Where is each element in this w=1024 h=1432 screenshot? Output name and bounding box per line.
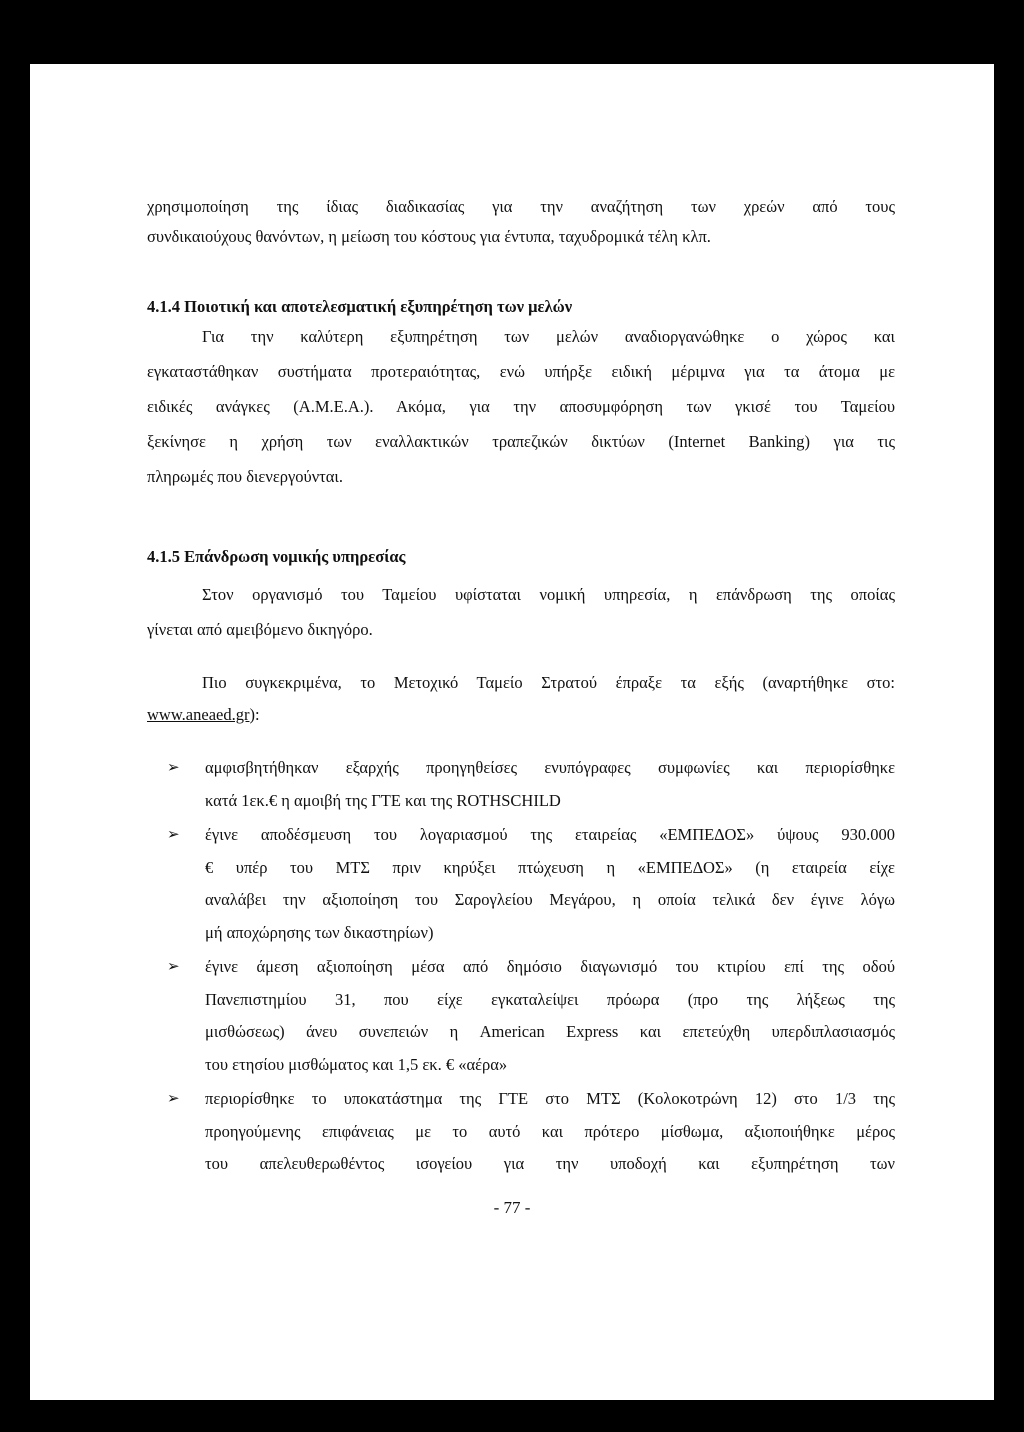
list-item-line: € υπέρ του ΜΤΣ πριν κηρύξει πτώχευση η «ΕΜΠΕΔΟΣ» (η εταιρεία είχε <box>205 857 895 877</box>
list-item-line: μή αποχώρησης των δικαστηρίων) <box>205 922 434 942</box>
section-415-line-2: γίνεται από αμειβόμενο δικηγόρο. <box>147 620 373 639</box>
list-item-line: έγινε άμεση αξιοποίηση μέσα από δημόσιο διαγωνισμό του κτιρίου επί της οδού <box>205 957 895 976</box>
list-item-line: του ετησίου μισθώματος και 1,5 εκ. € «αέρα» <box>205 1054 508 1074</box>
list-item-line: προηγούμενης επιφάνειας με το αυτό και πρότερο μίσθωμα, αξιοποιήθηκε μέρος <box>205 1121 895 1141</box>
section-415-heading: 4.1.5 Επάνδρωση νομικής υπηρεσίας <box>147 547 406 566</box>
document-body <box>147 192 895 1181</box>
section-414-line-3: ειδικές ανάγκες (Α.Μ.Ε.Α.). Ακόμα, για την αποσυμφόρηση των γκισέ του Ταμείου <box>147 397 895 416</box>
aneaed-link[interactable]: www.aneaed.gr <box>147 705 250 724</box>
list-item <box>147 819 895 949</box>
list-item-line: μισθώσεως) άνευ συνεπειών η American Express και επετεύχθη υπερδιπλασιασμός <box>205 1022 895 1041</box>
list-item <box>147 951 895 1081</box>
arrowhead-bullet-icon: ➢ <box>167 827 180 843</box>
section-414-heading: 4.1.4 Ποιοτική και αποτελεσματική εξυπηρέτηση των μελών <box>147 297 573 316</box>
document-sheet <box>30 64 994 1400</box>
intro-line-2: συνδικαιούχους θανόντων, η μείωση του κόστους για έντυπα, ταχυδρομικά τέλη κλπ. <box>147 227 711 246</box>
intro-line-1: χρησιμοποίηση της ίδιας διαδικασίας για την αναζήτηση των χρεών από τους <box>147 197 895 216</box>
list-item-line: κατά 1εκ.€ η αμοιβή της ΓΤΕ και της ROTHSCHILD <box>205 790 561 810</box>
section-415-line-1: Στον οργανισμό του Ταμείου υφίσταται νομική υπηρεσία, η επάνδρωση της οποίας <box>202 585 895 604</box>
page-number: - 77 - <box>493 1198 531 1217</box>
specifics-line-1: Πιο συγκεκριμένα, το Μετοχικό Ταμείο Στρατού έπραξε τα εξής (αναρτήθηκε στο: <box>202 673 895 692</box>
section-414-line-4: ξεκίνησε η χρήση των εναλλακτικών τραπεζικών δικτύων (Internet Banking) για τις <box>147 432 895 451</box>
section-414-line-1: Για την καλύτερη εξυπηρέτηση των μελών αναδιοργανώθηκε ο χώρος και <box>202 327 895 346</box>
section-414-line-5: πληρωμές που διενεργούνται. <box>147 467 343 486</box>
list-item-line: έγινε αποδέσμευση του λογαριασμού της εταιρείας «ΕΜΠΕΔΟΣ» ύψους 930.000 <box>205 825 895 844</box>
arrowhead-bullet-icon: ➢ <box>167 760 180 776</box>
list-item-line: περιορίσθηκε το υποκατάστημα της ΓΤΕ στο ΜΤΣ (Κολοκοτρώνη 12) στο 1/3 της <box>205 1089 895 1108</box>
list-item <box>147 1083 895 1181</box>
list-item-line: του απελευθερωθέντος ισογείου για την υποδοχή και εξυπηρέτηση των <box>205 1154 895 1173</box>
actions-list <box>147 752 895 1181</box>
arrowhead-bullet-icon: ➢ <box>167 1091 180 1107</box>
specifics-suffix: ): <box>249 705 260 724</box>
list-item-line: αμφισβητήθηκαν εξαρχής προηγηθείσες ενυπόγραφες συμφωνίες και περιορίσθηκε <box>205 758 895 777</box>
list-item-line: Πανεπιστημίου 31, που είχε εγκαταλείψει πρόωρα (προ της λήξεως της <box>205 989 895 1009</box>
specifics-line-2 <box>147 700 895 730</box>
arrowhead-bullet-icon: ➢ <box>167 959 180 975</box>
section-414-line-2: εγκαταστάθηκαν συστήματα προτεραιότητας, ενώ υπήρξε ειδική μέριμνα για τα άτομα με <box>147 362 895 381</box>
list-item-line: αναλάβει την αξιοποίηση του Σαρογλείου Μεγάρου, η οποία τελικά δεν έγινε λόγω <box>205 890 895 909</box>
list-item <box>147 752 895 817</box>
